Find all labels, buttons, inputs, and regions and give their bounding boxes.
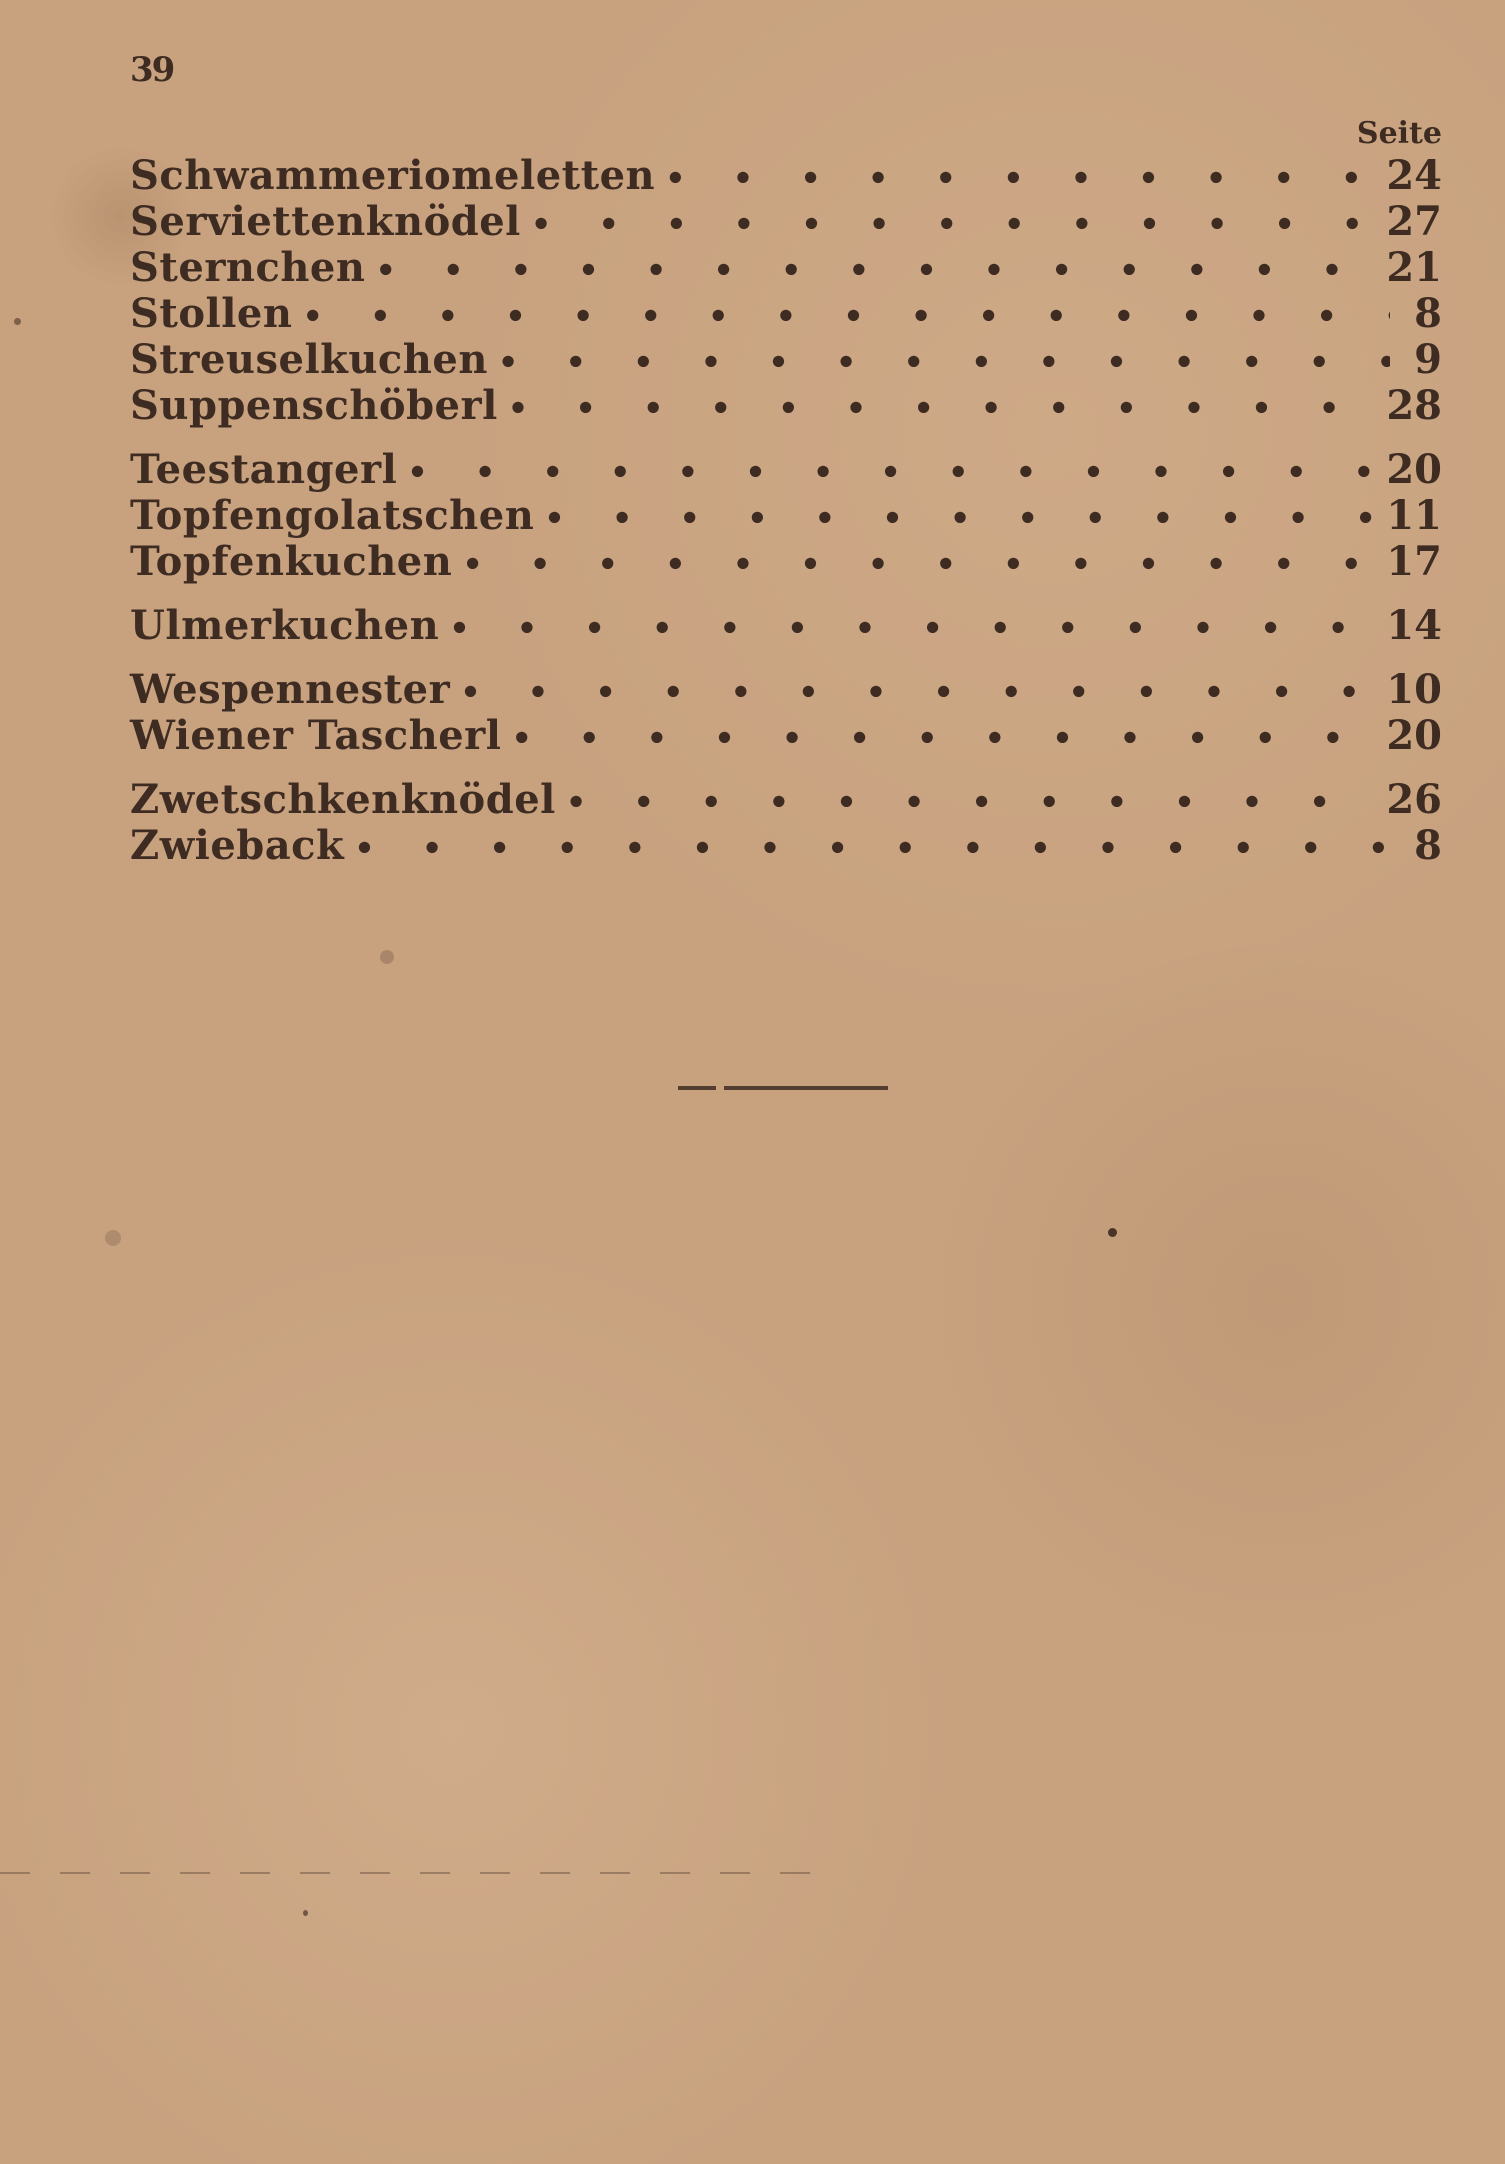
entry-page-number: 27	[1386, 198, 1442, 245]
index-entry	[130, 713, 1442, 759]
entry-name: Topfengolatschen	[130, 492, 535, 539]
entry-page-number: 14	[1386, 602, 1442, 649]
entry-name: Wiener Tascherl	[130, 712, 502, 759]
entry-page-number: 26	[1386, 776, 1442, 823]
recipe-index	[130, 115, 1442, 887]
dot-leader	[302, 293, 1390, 339]
entry-name: Streuselkuchen	[130, 336, 488, 383]
index-entry	[130, 291, 1442, 337]
dot-leader	[544, 495, 1380, 541]
entry-name: Teestangerl	[130, 446, 398, 493]
entry-name: Stollen	[130, 290, 293, 337]
index-group-w	[130, 667, 1442, 759]
index-entry	[130, 199, 1442, 245]
dot-leader	[531, 201, 1380, 247]
index-entry	[130, 777, 1442, 823]
entry-page-number: 11	[1386, 492, 1442, 539]
dot-leader	[566, 779, 1380, 825]
index-entry	[130, 447, 1442, 493]
entry-name: Wespennester	[130, 666, 451, 713]
dot-leader	[665, 155, 1380, 201]
entry-page-number: 20	[1386, 712, 1442, 759]
dot-leader	[460, 669, 1380, 715]
entry-name: Zwetschkenknödel	[130, 776, 556, 823]
index-group-t	[130, 447, 1442, 585]
end-rule	[678, 1086, 888, 1090]
page-column-header: Seite	[1356, 116, 1442, 151]
dot-leader	[375, 247, 1380, 293]
paper-speck	[303, 1910, 308, 1916]
paper-speck	[14, 318, 21, 325]
paper-speck	[105, 1230, 121, 1246]
index-entry	[130, 603, 1442, 649]
entry-name: Topfenkuchen	[130, 538, 453, 585]
index-entry	[130, 153, 1442, 199]
index-entry	[130, 539, 1442, 585]
index-entry	[130, 383, 1442, 429]
entry-name: Sternchen	[130, 244, 366, 291]
dot-leader	[511, 715, 1380, 761]
entry-name: Suppenschöberl	[130, 382, 498, 429]
entry-name: Ulmerkuchen	[130, 602, 440, 649]
index-group-z	[130, 777, 1442, 869]
entry-name: Serviettenknödel	[130, 198, 521, 245]
entry-page-number: 24	[1386, 152, 1442, 199]
entry-page-number: 28	[1386, 382, 1442, 429]
dot-leader	[462, 541, 1380, 587]
entry-page-number: 8	[1414, 290, 1442, 337]
page-number: 39	[130, 50, 174, 90]
index-group-u	[130, 603, 1442, 649]
paper-speck	[1108, 1228, 1117, 1237]
dot-leader	[498, 339, 1390, 385]
entry-page-number: 8	[1414, 822, 1442, 869]
entry-page-number: 21	[1386, 244, 1442, 291]
index-entry	[130, 823, 1442, 869]
index-entry	[130, 493, 1442, 539]
paper-speck	[380, 950, 394, 964]
entry-page-number: 9	[1414, 336, 1442, 383]
paper-crease	[0, 1872, 840, 1874]
index-entry	[130, 667, 1442, 713]
index-group-s	[130, 153, 1442, 429]
dot-leader	[508, 385, 1381, 431]
dot-leader	[449, 605, 1380, 651]
dot-leader	[407, 449, 1380, 495]
entry-page-number: 10	[1386, 666, 1442, 713]
index-entry	[130, 337, 1442, 383]
entry-name: Zwieback	[130, 822, 345, 869]
dot-leader	[354, 825, 1390, 871]
entry-page-number: 20	[1386, 446, 1442, 493]
entry-name: Schwammeriomeletten	[130, 152, 656, 199]
entry-page-number: 17	[1386, 538, 1442, 585]
index-entry	[130, 245, 1442, 291]
